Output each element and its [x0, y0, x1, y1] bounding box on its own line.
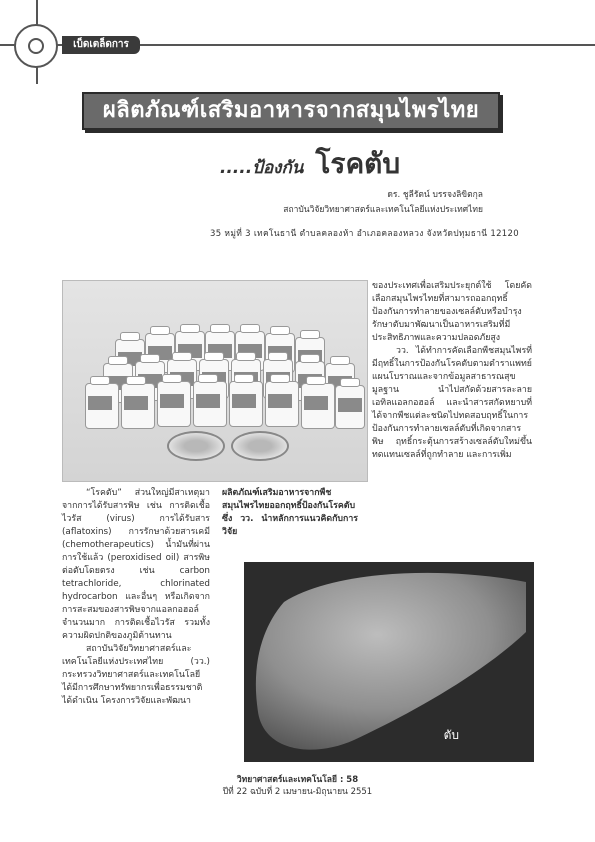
author-address: 35 หมู่ที่ 3 เทคโนธานี ตำบลคลองห้า อำเภอคลองหลวง จังหวัดปทุมธานี 12120	[210, 229, 519, 239]
subtitle-main: โรคตับ	[315, 147, 401, 180]
paragraph: ของประเทศเพื่อเสริมประยุกต์ใช้ โดยคัดเลือกสมุนไพรไทยที่สามารถออกฤทธิ์ป้องกันการทำลายของเซลล์ตับหรือบำรุงรักษาตับมาพัฒนาเป็นอาหารเสริมที่มีประสิทธิภาพและความปลอดภัยสูง	[372, 281, 532, 343]
tablet-dish-icon	[167, 431, 225, 461]
author-institution: สถาบันวิจัยวิทยาศาสตร์และเทคโนโลยีแห่งประเทศไทย	[283, 205, 483, 215]
author-name: ดร. ชูลีรัตน์ บรรจงลิขิตกุล	[387, 190, 483, 200]
paragraph: ผลิตภัณฑ์เสริมอาหารจากพืชสมุนไพรไทยออกฤทธิ์ป้องกันโรคตับ ซึ่ง วว. นำหลักการแนวคิดกับการวิจัย	[222, 488, 358, 537]
figure-caption: ตับ	[443, 728, 459, 742]
liver-shape-icon	[244, 562, 534, 762]
subtitle-prefix: .....ป้องกัน	[219, 158, 304, 178]
bottle-icon	[229, 381, 263, 427]
bottle-icon	[335, 385, 365, 429]
circle-ornament-icon	[14, 24, 58, 68]
text-column-right	[372, 280, 532, 462]
liver-photo	[244, 562, 534, 762]
paragraph: สถาบันวิจัยวิทยาศาสตร์และเทคโนโลยีแห่งประเทศไทย (วว.) กระทรวงวิทยาศาสตร์และเทคโนโลยี ได้มีการศึกษาทรัพยากรเพื่อธรรมชาติได้ดำเนิน โครงการวิจัยและพัฒนา	[62, 644, 210, 706]
text-column-left	[62, 487, 210, 708]
section-label: เบ็ดเตล็ดการไฟฟ้า	[62, 36, 140, 54]
bottle-icon	[85, 383, 119, 429]
bottle-icon	[193, 381, 227, 427]
text-column-middle	[222, 487, 358, 539]
article-title: ผลิตภัณฑ์เสริมอาหารจากสมุนไพรไทย	[82, 92, 500, 130]
bottle-icon	[301, 383, 335, 429]
tablet-dish-icon	[231, 431, 289, 461]
paragraph: “โรคตับ” ส่วนใหญ่มีสาเหตุมาจากการได้รับสารพิษ เช่น การติดเชื้อไวรัส (virus) การได้รับสาร (aflatoxins) การรักษาด้วยสารเคมี (chemotherapeutics) น้ำมันที่ผ่านการใช้แล้ว (peroxidised oil) สารพิษต่อตับโดยตรง เช่น carbon tetrachloride, chlorinated hydrocarbon และอื่นๆ หรือเกิดจากการสะสมของสารพิษจากแอลกอฮอล์จำนวนมาก การติดเชื้อไวรัส รวมทั้งความผิดปกติของภูมิต้านทาน	[62, 488, 210, 641]
bottle-icon	[121, 383, 155, 429]
author-block	[283, 188, 483, 218]
paragraph: วว. ได้ทำการคัดเลือกพืชสมุนไพรที่มีฤทธิ์ในการป้องกันโรคตับตามตำราแพทย์แผนโบราณและจากข้อมูลสาธารณสุขมูลฐาน นำไปสกัดด้วยสารละลายเอทิลแอลกอฮอล์ และนำสารสกัดหยาบที่ได้จากพืชแต่ละชนิดไปทดสอบฤทธิ์ในการป้องกันการทำลายเซลล์ตับที่เกิดจากสารพิษ ฤทธิ์กระตุ้นการสร้างเซลล์ตับใหม่ขึ้นทดแทนเซลล์ที่ถูกทำลาย และการเพิ่ม	[372, 346, 532, 460]
article-subtitle	[160, 142, 460, 186]
page-footer	[0, 774, 595, 798]
footer-issue: ปีที่ 22 ฉบับที่ 2 เมษายน-มิถุนายน 2551	[222, 787, 373, 797]
product-photo	[62, 280, 368, 482]
bottle-icon	[265, 381, 299, 427]
bottle-icon	[157, 381, 191, 427]
footer-journal: วิทยาศาสตร์และเทคโนโลยี : 58	[236, 775, 359, 785]
